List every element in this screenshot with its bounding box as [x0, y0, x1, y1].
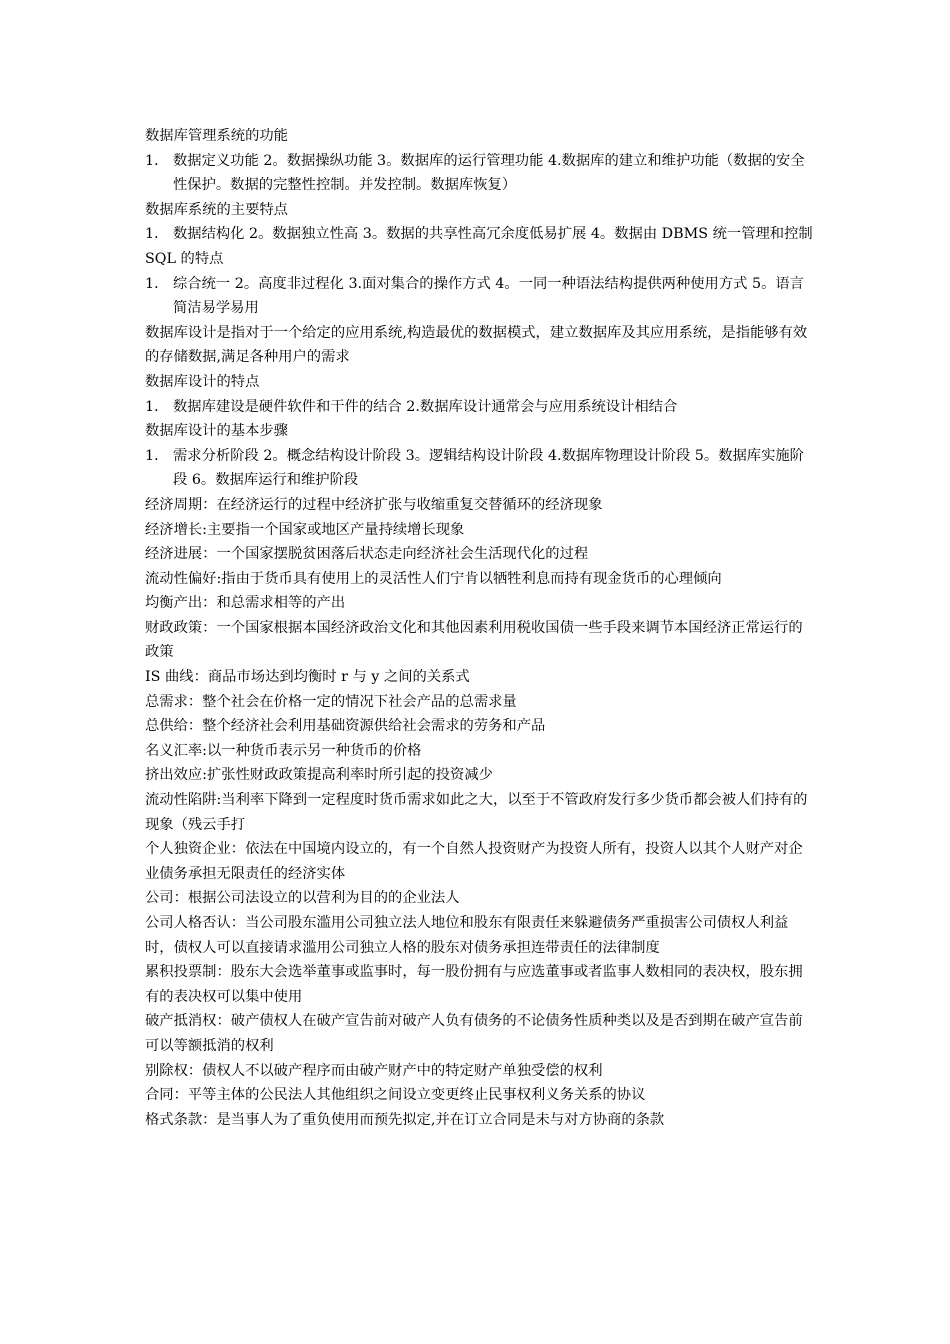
definition-equilibrium-output: 均衡产出：和总需求相等的产出 [145, 595, 346, 612]
definition-economic-cycle: 经济周期：在经济运行的过程中经济扩张与收缩重复交替循环的经济现象 [145, 496, 603, 513]
definition-contract: 合同：平等主体的公民法人其他组织之间设立变更终止民事权利义务关系的协议 [145, 1087, 646, 1104]
heading-db-design-features: 数据库设计的特点 [145, 373, 260, 390]
list-item-dbms-functions [145, 149, 815, 198]
definition-standard-terms: 格式条款：是当事人为了重负使用而预先拟定,并在订立合同是未与对方协商的条款 [145, 1111, 665, 1128]
list-item-db-system-features [145, 222, 815, 247]
definition-is-curve: IS 曲线：商品市场达到均衡时 r 与 y 之间的关系式 [145, 669, 470, 686]
list-item-db-design-features [145, 395, 815, 420]
list-item-sql-features [145, 272, 815, 321]
heading-sql-features: SQL 的特点 [145, 250, 224, 267]
definition-aggregate-supply: 总供给：整个经济社会利用基础资源供给社会需求的劳务和产品 [145, 718, 546, 735]
definition-cumulative-voting: 累积投票制：股东大会选举董事或监事时，每一股份拥有与应选董事或者监事人数相同的表决权，股东拥有的表决权可以集中使用 [145, 964, 803, 1005]
list-number: 1． [145, 398, 169, 415]
definition-liquidity-preference: 流动性偏好:指由于货币具有使用上的灵活性人们宁肯以牺牲利息而持有现金货币的心理倾向 [145, 570, 722, 587]
definition-nominal-exchange-rate: 名义汇率:以一种货币表示另一种货币的价格 [145, 742, 422, 759]
definition-piercing-corporate-veil: 公司人格否认：当公司股东滥用公司独立法人地位和股东有限责任来躲避债务严重损害公司债权人利益时，债权人可以直接请求滥用公司独立人格的股东对债务承担连带责任的法律制度 [145, 915, 789, 956]
definition-crowding-out: 挤出效应:扩张性财政政策提高利率时所引起的投资减少 [145, 767, 493, 784]
list-number: 1． [145, 275, 169, 292]
definition-economic-growth: 经济增长:主要指一个国家或地区产量持续增长现象 [145, 521, 465, 538]
heading-db-design-steps: 数据库设计的基本步骤 [145, 423, 288, 440]
document-body [145, 124, 815, 1132]
list-number: 1． [145, 226, 169, 243]
list-number: 1． [145, 152, 169, 169]
list-text: 数据库建设是硬件软件和干件的结合 2.数据库设计通常会与应用系统设计相结合 [173, 398, 678, 415]
definition-sole-proprietorship: 个人独资企业：依法在中国境内设立的，有一个自然人投资财产为投资人所有，投资人以其个人财产对企业债务承担无限责任的经济实体 [145, 841, 803, 882]
definition-liquidity-trap: 流动性陷阱:当利率下降到一定程度时货币需求如此之大，以至于不管政府发行多少货币都会被人们持有的现象（残云手打 [145, 792, 808, 833]
definition-aggregate-demand: 总需求：整个社会在价格一定的情况下社会产品的总需求量 [145, 693, 517, 710]
list-item-db-design-steps [145, 444, 815, 493]
list-number: 1． [145, 447, 169, 464]
definition-company: 公司：根据公司法设立的以营利为目的的企业法人 [145, 890, 460, 907]
heading-db-system-features: 数据库系统的主要特点 [145, 201, 288, 218]
heading-dbms-functions: 数据库管理系统的功能 [145, 128, 288, 144]
list-text: 综合统一 2。高度非过程化 3.面对集合的操作方式 4。一同一种语法结构提供两种使用方式 5。语言简洁易学易用 [173, 275, 804, 317]
definition-bankruptcy-setoff: 破产抵消权：破产债权人在破产宣告前对破产人负有债务的不论债务性质种类以及是否到期在破产宣告前可以等额抵消的权利 [145, 1013, 803, 1054]
definition-fiscal-policy: 财政政策：一个国家根据本国经济政治文化和其他因素利用税收国债一些手段来调节本国经济正常运行的政策 [145, 619, 803, 661]
list-text: 需求分析阶段 2。概念结构设计阶段 3。逻辑结构设计阶段 4.数据库物理设计阶段 5。数据库实施阶段 6。数据库运行和维护阶段 [173, 447, 804, 489]
definition-economic-development: 经济进展：一个国家摆脱贫困落后状态走向经济社会生活现代化的过程 [145, 546, 589, 563]
paragraph-db-design-definition: 数据库设计是指对于一个给定的应用系统,构造最优的数据模式，建立数据库及其应用系统，是指能够有效的存储数据,满足各种用户的需求 [145, 324, 808, 366]
definition-right-of-separation: 别除权：债权人不以破产程序而由破产财产中的特定财产单独受偿的权利 [145, 1062, 603, 1079]
list-text: 数据结构化 2。数据独立性高 3。数据的共享性高冗余度低易扩展 4。数据由 DBMS 统一管理和控制 [173, 226, 813, 243]
list-text: 数据定义功能 2。数据操纵功能 3。数据库的运行管理功能 4.数据库的建立和维护功能（数据的安全性保护。数据的完整性控制。并发控制。数据库恢复） [173, 152, 805, 194]
